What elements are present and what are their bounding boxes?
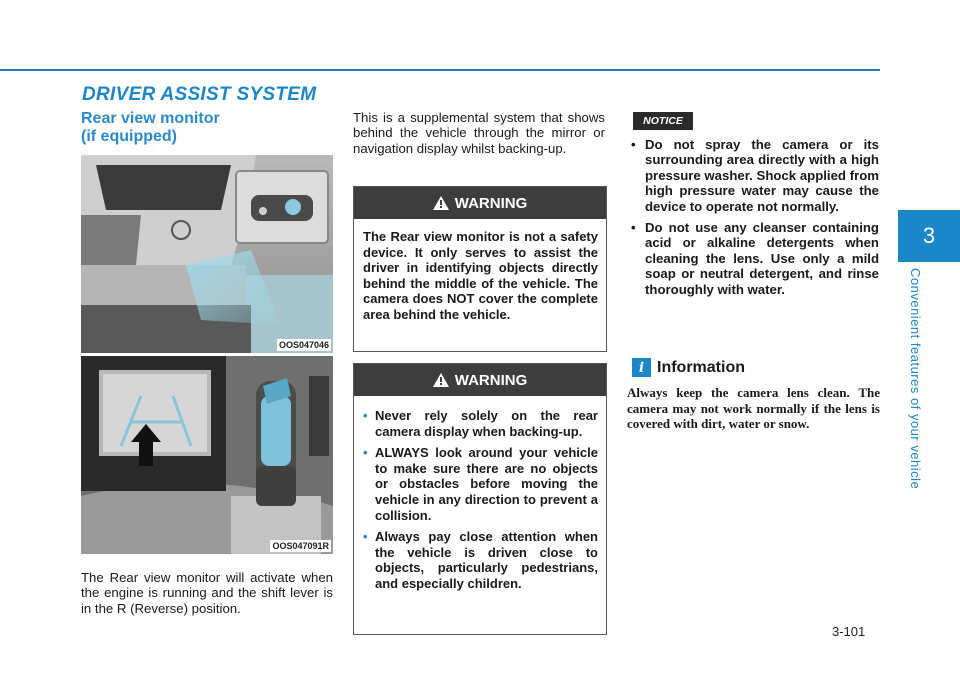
intro-paragraph: This is a supplemental system that shows behind the vehicle through the mirror or navigation display whilst backing-up. xyxy=(353,110,605,156)
warning-label: WARNING xyxy=(454,371,528,389)
warning-body xyxy=(354,396,606,607)
rear-camera-figure xyxy=(81,155,333,353)
dash-display-figure xyxy=(81,356,333,554)
page-number: 3-101 xyxy=(832,624,866,639)
warning-header xyxy=(354,187,606,219)
notice-list xyxy=(627,137,879,303)
warning-box-2 xyxy=(353,363,607,635)
activation-paragraph: The Rear view monitor will activate when the engine is running and the shift lever is in the R (Reverse) position. xyxy=(81,570,333,616)
information-title: Information xyxy=(657,359,745,376)
warning-text: The Rear view monitor is not a safety device. It only serves to assist the driver in identifying objects directly behind the middle of the vehicle. The camera does NOT cover the complete area behind the vehicle. xyxy=(363,229,598,322)
figure-caption: OOS047091R xyxy=(272,541,329,551)
information-text: Always keep the camera lens clean. The camera may not work normally if the lens is covered with dirt, water or snow. xyxy=(627,385,880,432)
list-item: • Never rely solely on the rear camera display when backing-up. xyxy=(363,408,598,439)
chapter-side-label: Convenient features of your vehicle xyxy=(908,268,923,490)
notice-badge: NOTICE xyxy=(633,112,693,130)
list-item: • Do not spray the camera or its surrounding area directly with a high pressure washer. Shock applied from high pressure water may cause the device to operate not normally. xyxy=(627,137,879,214)
chapter-tab: 3 xyxy=(898,210,960,262)
rear-camera-photo-icon xyxy=(81,155,333,353)
top-rule xyxy=(0,69,880,71)
subheading-line2: (if equipped) xyxy=(81,128,177,145)
section-title: DRIVER ASSIST SYSTEM xyxy=(82,84,317,105)
list-item: • ALWAYS look around your vehicle to make sure there are no objects or obstacles before moving the vehicle in any direction to prevent a collision. xyxy=(363,445,598,523)
warning-list xyxy=(363,408,598,592)
warning-label: WARNING xyxy=(454,194,528,212)
list-item: • Do not use any cleanser containing acid or alkaline detergents when cleaning the lens. Use only a mild soap or neutral detergent, and rinse thoroughly with water. xyxy=(627,220,879,297)
subheading-line1: Rear view monitor xyxy=(81,110,220,127)
subheading xyxy=(81,110,220,146)
warning-header xyxy=(354,364,606,396)
warning-box-1 xyxy=(353,186,607,352)
warning-triangle-icon xyxy=(433,373,449,387)
list-item: • Always pay close attention when the vehicle is driven close to objects, particularly pedestrians, and especially children. xyxy=(363,529,598,591)
warning-triangle-icon xyxy=(433,196,449,210)
dash-display-photo-icon xyxy=(81,356,333,554)
figure-caption: OOS047046 xyxy=(278,340,329,350)
information-icon: i xyxy=(632,358,651,377)
